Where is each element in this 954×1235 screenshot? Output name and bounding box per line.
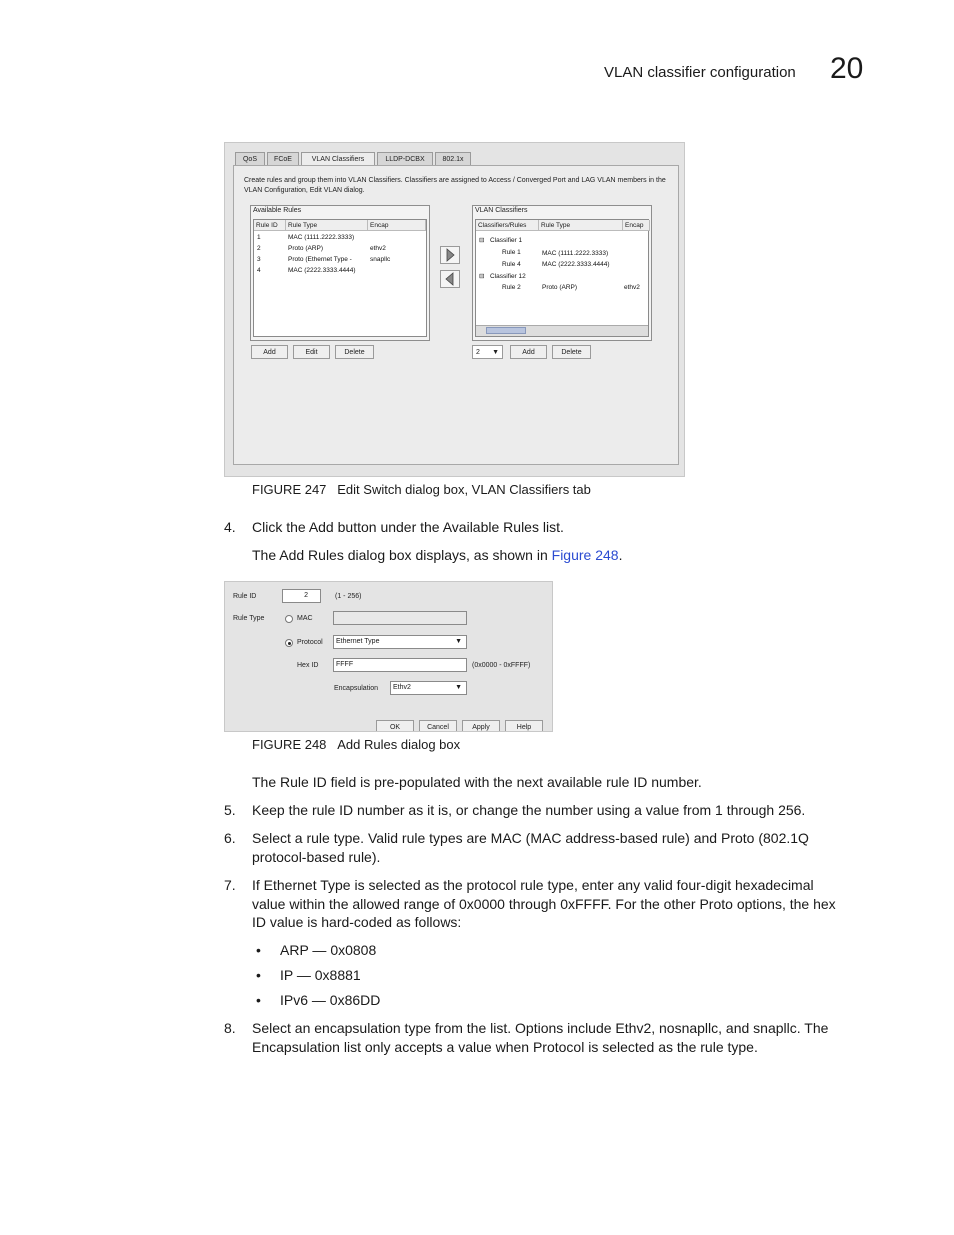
figure-248-link[interactable]: Figure 248 xyxy=(551,547,619,563)
rule-id-cell: 1 xyxy=(257,234,261,241)
bullet-icon: • xyxy=(256,942,261,958)
classifier-delete-button[interactable]: Delete xyxy=(552,345,591,359)
figure-248-caption xyxy=(252,737,460,752)
bullet-icon: • xyxy=(256,967,261,983)
encap-cell: ethv2 xyxy=(624,284,640,291)
step-7-text-cont: value within the allowed range of 0x0000 through 0xFFFF. For the other Proto options, the hex xyxy=(252,896,836,912)
hex-id-range: (0x0000 - 0xFFFF) xyxy=(472,662,531,669)
vlan-classifiers-panel xyxy=(233,165,679,465)
rule-type-cell: MAC (1111.2222.3333) xyxy=(542,250,609,257)
step-7-text: If Ethernet Type is selected as the protocol rule type, enter any valid four-digit hexadecimal xyxy=(252,877,814,893)
encapsulation-label: Encapsulation xyxy=(334,685,378,692)
rule-id-cell: 4 xyxy=(257,267,261,274)
panel-description: Create rules and group them into VLAN Classifiers. Classifiers are assigned to Access / Converged Port and LAG VLAN members in the VLAN Configuration, Edit VLAN dialog. xyxy=(244,177,666,194)
col-encap[interactable]: Encap xyxy=(623,220,650,231)
scrollbar-thumb[interactable] xyxy=(486,327,526,334)
vlan-classifiers-title: VLAN Classifiers xyxy=(475,207,528,214)
caption-text: Edit Switch dialog box, VLAN Classifiers tab xyxy=(337,482,591,497)
step-4-result: The Add Rules dialog box displays, as shown in Figure 248. xyxy=(252,547,623,563)
arrow-right-icon xyxy=(441,247,459,263)
collapse-icon[interactable]: ⊟ xyxy=(479,237,485,244)
vlan-classifiers-tree-table[interactable] xyxy=(475,219,649,337)
move-left-button[interactable] xyxy=(440,270,460,288)
caption-label: FIGURE 248 xyxy=(252,737,327,752)
list-item: IP — 0x8881 xyxy=(280,967,361,983)
help-button[interactable]: Help xyxy=(505,720,543,732)
step-5-text: Keep the rule ID number as it is, or change the number using a value from 1 through 256. xyxy=(252,802,806,818)
list-item: IPv6 — 0x86DD xyxy=(280,992,381,1008)
rule-id-label: Rule ID xyxy=(233,593,257,600)
encap-cell: snapllc xyxy=(370,256,391,263)
caption-text: Add Rules dialog box xyxy=(337,737,461,752)
protocol-label: Protocol xyxy=(297,639,323,646)
rule-id-cell: 3 xyxy=(257,256,261,263)
encapsulation-select-value: Ethv2 xyxy=(393,684,411,691)
rule-type-cell: MAC (2222.3333.4444) xyxy=(288,267,356,274)
classifier-select-value: 2 xyxy=(476,349,480,356)
col-classifiers-rules[interactable]: Classifiers/Rules xyxy=(476,220,539,231)
available-add-button[interactable]: Add xyxy=(251,345,288,359)
encapsulation-select[interactable] xyxy=(390,681,467,695)
rule-id-cell: 2 xyxy=(257,245,261,252)
move-right-button[interactable] xyxy=(440,246,460,264)
tree-node-rule[interactable]: Rule 4 xyxy=(502,261,521,268)
chevron-down-icon: ▼ xyxy=(455,684,462,691)
step-8-text: Select an encapsulation type from the list. Options include Ethv2, nosnapllc, and snapllc. The xyxy=(252,1020,829,1036)
rule-id-paragraph: The Rule ID field is pre-populated with the next available rule ID number. xyxy=(252,774,702,790)
col-rule-type[interactable]: Rule Type xyxy=(539,220,623,231)
encap-cell: ethv2 xyxy=(370,245,386,252)
tab-qos[interactable]: QoS xyxy=(235,152,265,165)
available-rules-table[interactable] xyxy=(253,219,427,337)
step-6-text: Select a rule type. Valid rule types are MAC (MAC address-based rule) and Proto (802.1Q xyxy=(252,830,809,846)
mac-radio[interactable] xyxy=(285,615,293,623)
step-4-text: Click the Add button under the Available Rules list. xyxy=(252,519,564,535)
tree-node-rule[interactable]: Rule 1 xyxy=(502,249,521,256)
protocol-select-value: Ethernet Type xyxy=(336,638,380,645)
chapter-number: 20 xyxy=(830,52,864,85)
protocol-radio[interactable] xyxy=(285,639,293,647)
rule-type-cell: MAC (1111.2222.3333) xyxy=(288,234,355,241)
arrow-left-icon xyxy=(441,271,459,287)
figure-247-caption xyxy=(252,482,591,497)
available-rules-group xyxy=(250,205,430,341)
rule-type-cell: Proto (Ethernet Type - xyxy=(288,256,352,263)
classifier-select[interactable] xyxy=(472,345,503,359)
step-number: 8. xyxy=(224,1020,236,1036)
available-delete-button[interactable]: Delete xyxy=(335,345,374,359)
rule-type-cell: Proto (ARP) xyxy=(288,245,324,252)
vlan-classifiers-group xyxy=(472,205,652,341)
rule-id-spinner[interactable]: 2 xyxy=(282,589,321,603)
rule-type-cell: MAC (2222.3333.4444) xyxy=(542,261,610,268)
rule-id-range: (1 - 256) xyxy=(335,593,362,600)
cancel-button[interactable]: Cancel xyxy=(419,720,457,732)
tree-node-classifier[interactable]: Classifier 1 xyxy=(490,237,523,244)
step-number: 6. xyxy=(224,830,236,846)
step-number: 7. xyxy=(224,877,236,893)
collapse-icon[interactable]: ⊟ xyxy=(479,273,485,280)
step-number: 5. xyxy=(224,802,236,818)
col-encap[interactable]: Encap xyxy=(368,220,426,231)
step-number: 4. xyxy=(224,519,236,535)
tab-fcoe[interactable]: FCoE xyxy=(267,152,299,165)
section-title: VLAN classifier configuration xyxy=(604,64,796,81)
list-item: ARP — 0x0808 xyxy=(280,942,377,958)
figure-247-screenshot xyxy=(224,142,685,477)
step-6-text-cont: protocol-based rule). xyxy=(252,849,381,865)
horizontal-scrollbar[interactable] xyxy=(476,325,648,336)
mac-label: MAC xyxy=(297,615,313,622)
chevron-down-icon: ▼ xyxy=(455,638,462,645)
tree-node-rule[interactable]: Rule 2 xyxy=(502,284,521,291)
available-edit-button[interactable]: Edit xyxy=(293,345,330,359)
apply-button[interactable]: Apply xyxy=(462,720,500,732)
bullet-icon: • xyxy=(256,992,261,1008)
hex-id-label: Hex ID xyxy=(297,662,319,669)
tree-node-classifier[interactable]: Classifier 12 xyxy=(490,273,526,280)
classifier-add-button[interactable]: Add xyxy=(510,345,547,359)
hex-id-field[interactable]: FFFF xyxy=(333,658,467,672)
tab-802-1x[interactable]: 802.1x xyxy=(435,152,471,165)
ok-button[interactable]: OK xyxy=(376,720,414,732)
mac-address-field[interactable] xyxy=(333,611,467,625)
step-8-text-cont: Encapsulation list only accepts a value when Protocol is selected as the rule type. xyxy=(252,1039,758,1055)
step-7-text-cont: ID value is hard-coded as follows: xyxy=(252,914,462,930)
tab-vlan-classifiers[interactable]: VLAN Classifiers xyxy=(301,152,375,166)
col-rule-id[interactable]: Rule ID xyxy=(254,220,286,231)
col-rule-type[interactable]: Rule Type xyxy=(286,220,368,231)
tab-lldp-dcbx[interactable]: LLDP-DCBX xyxy=(377,152,433,165)
chevron-down-icon: ▼ xyxy=(492,349,499,356)
protocol-select[interactable] xyxy=(333,635,467,649)
rule-type-label: Rule Type xyxy=(233,615,265,622)
available-rules-title: Available Rules xyxy=(253,207,302,214)
caption-label: FIGURE 247 xyxy=(252,482,327,497)
rule-type-cell: Proto (ARP) xyxy=(542,284,578,291)
figure-248-screenshot xyxy=(224,581,553,732)
